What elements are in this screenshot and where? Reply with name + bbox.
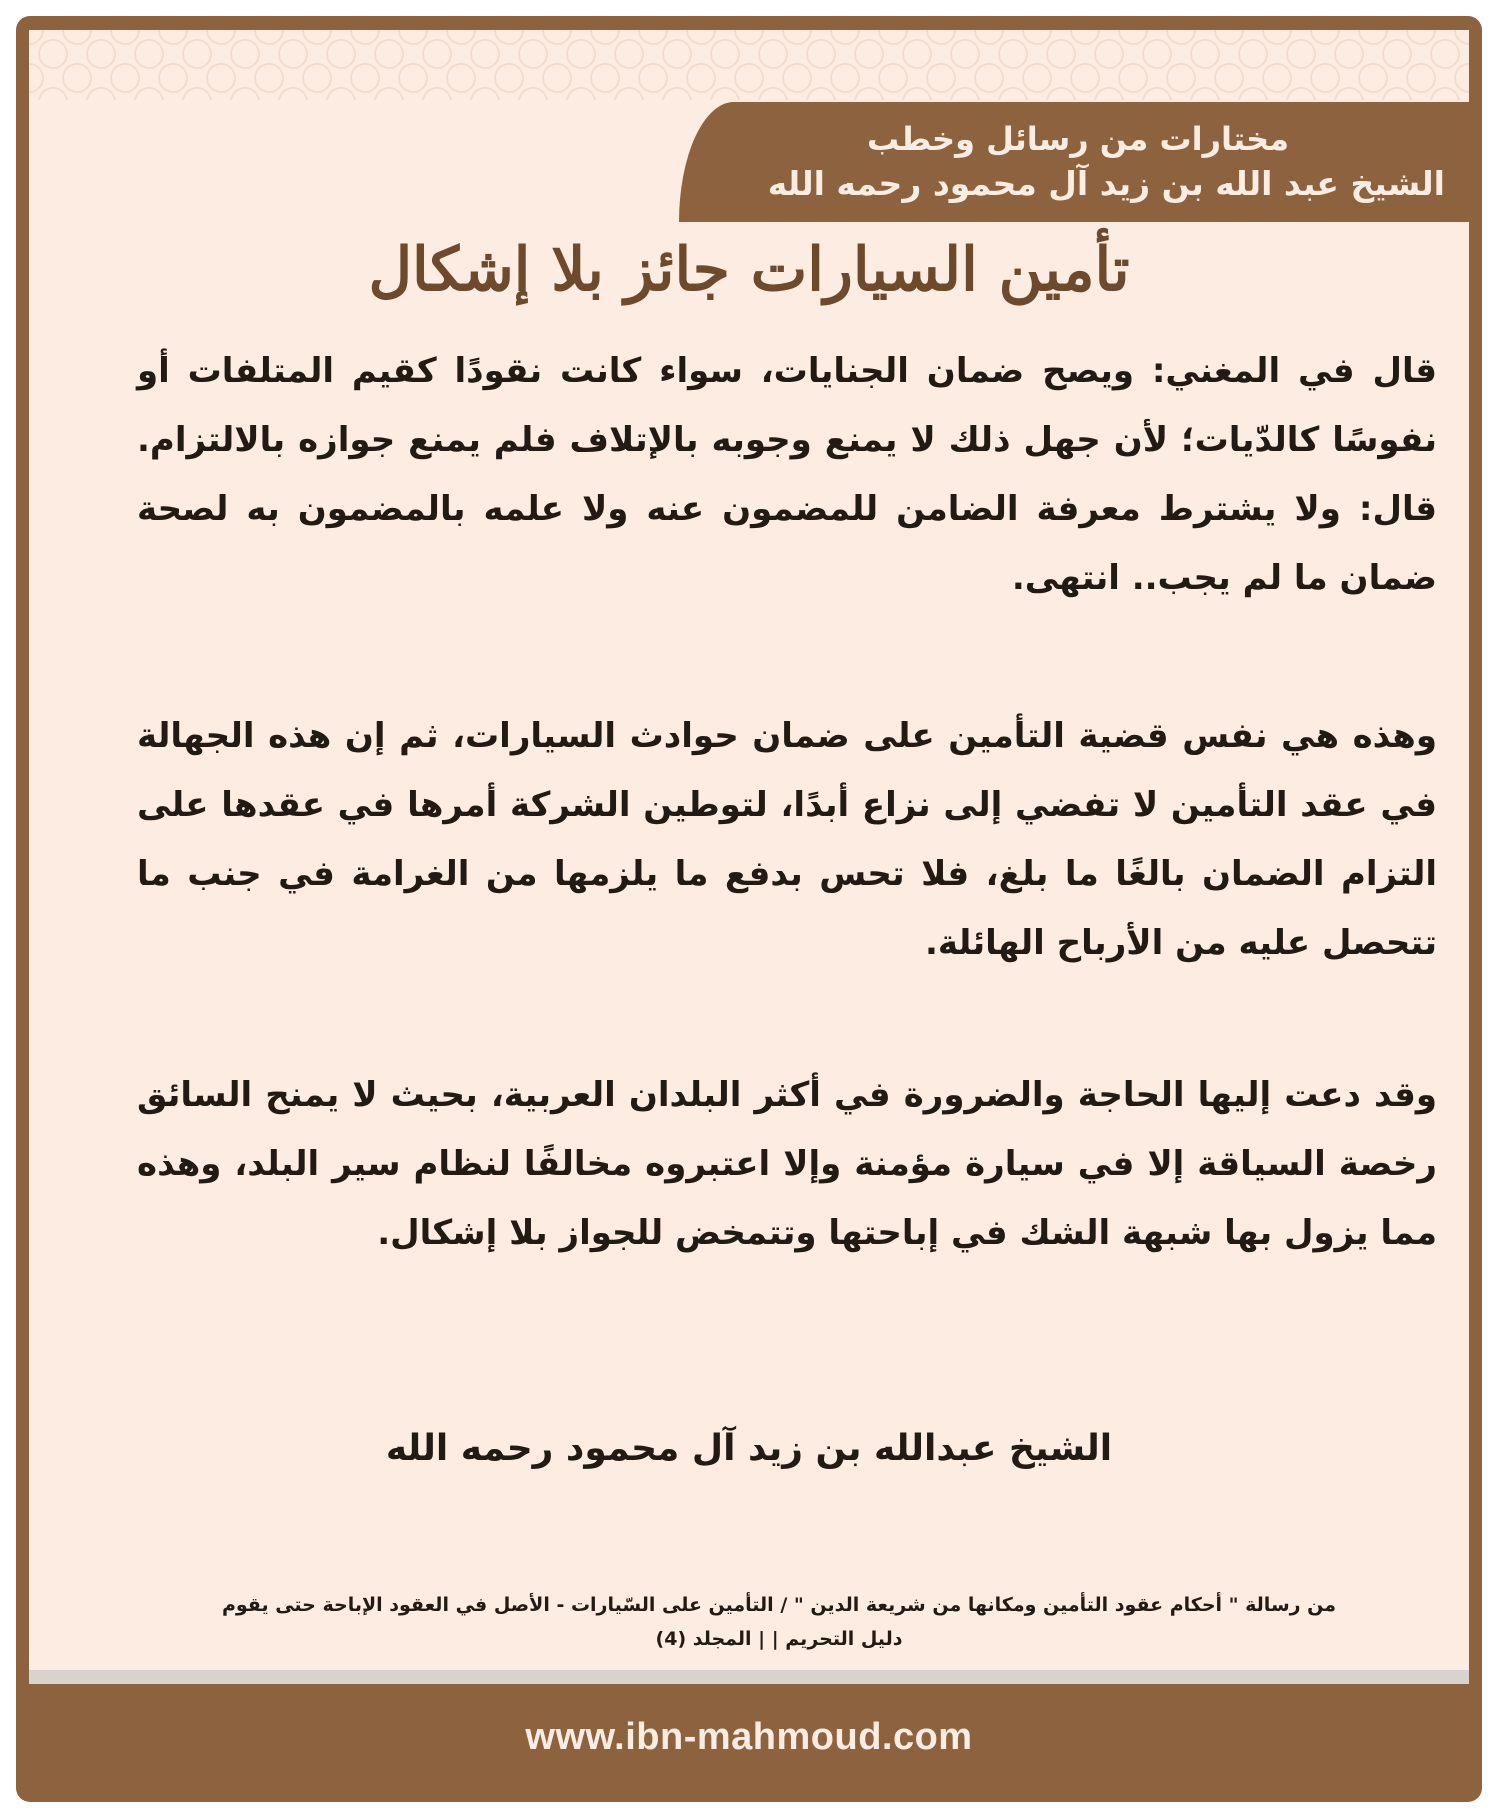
poster-frame bbox=[16, 16, 1482, 1802]
paragraph-2: وهذه هي نفس قضية التأمين على ضمان حوادث السيارات، ثم إن هذه الجهالة في عقد التأمين لا تفضي إلى نزاع أبدًا، لتوطين الشركة أمرها في عقدها على التزام الضمان بالغًا ما بلغ، فلا تحس بدفع ما يلزمها من الغرامة في جنب ما تتحصل عليه من الأرباح الهائلة. bbox=[137, 716, 1437, 963]
header-band bbox=[679, 102, 1469, 222]
source-line-1: من رسالة " أحكام عقود التأمين ومكانها من شريعة الدين " / التأمين على السّيارات - الأصل في العقود الإباحة حتى يقوم bbox=[221, 1594, 1337, 1616]
ornament-pattern bbox=[29, 30, 1469, 100]
divider bbox=[29, 1670, 1469, 1684]
content-panel bbox=[29, 30, 1469, 1670]
source-line-2: دليل التحريم | | المجلد (4) bbox=[655, 1628, 903, 1650]
website-link[interactable]: www.ibn-mahmoud.com bbox=[525, 1716, 973, 1758]
series-title: مختارات من رسائل وخطب bbox=[866, 120, 1289, 158]
source-citation bbox=[129, 1588, 1429, 1656]
page-title: تأمين السيارات جائز بلا إشكال bbox=[368, 235, 1130, 305]
author-name: الشيخ عبد الله بن زيد آل محمود رحمه الله bbox=[767, 164, 1445, 203]
signature: الشيخ عبدالله بن زيد آل محمود رحمه الله bbox=[385, 1428, 1113, 1469]
paragraph-1: قال في المغني: ويصح ضمان الجنايات، سواء كانت نقودًا كقيم المتلفات أو نفوسًا كالدّيات؛ لأن جهل ذلك لا يمنع وجوبه بالإتلاف فلم يمنع جوازه بالالتزام. قال: ولا يشترط معرفة الضامن للمضمون عنه ولا علمه بالمضمون به لصحة ضمان ما لم يجب.. انتهى. bbox=[137, 351, 1437, 598]
paragraph-3: وقد دعت إليها الحاجة والضرورة في أكثر البلدان العربية، بحيث لا يمنح السائق رخصة السياقة إلا في سيارة مؤمنة وإلا اعتبروه مخالفًا لنظام سير البلد، وهذه مما يزول بها شبهة الشك في إباحتها وتتمخض للجواز بلا إشكال. bbox=[137, 1075, 1437, 1253]
